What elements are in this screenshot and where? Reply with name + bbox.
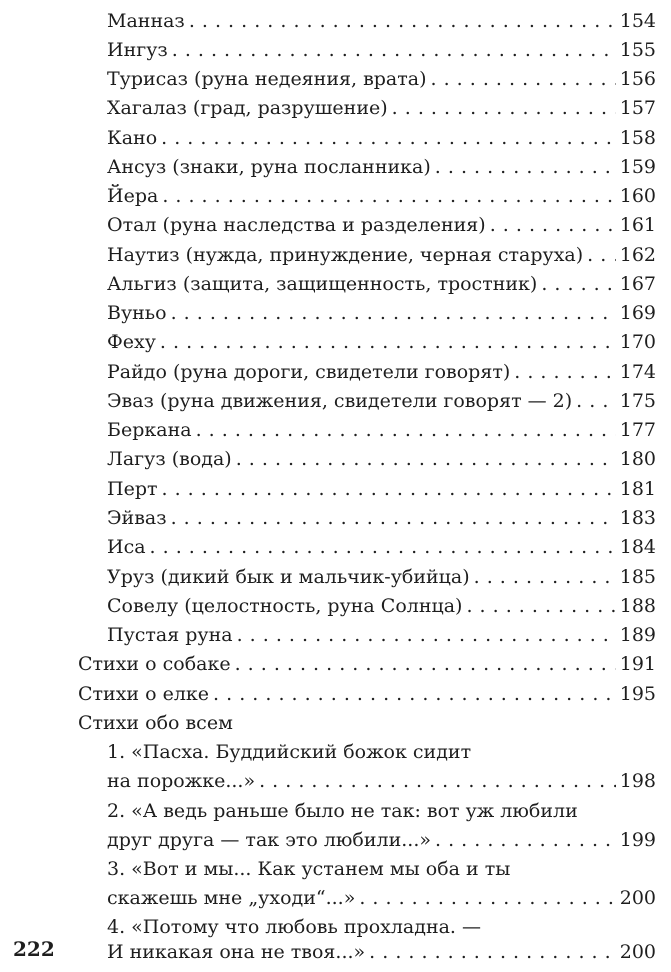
dot-leader [172,36,616,65]
toc-entry-title: Лагуз (вода) [107,448,232,470]
toc-entry-page: 156 [619,68,656,90]
dot-leader [435,153,616,182]
poem-entry-second-line: на порожке...» [107,770,256,792]
toc-entry-page: 169 [619,302,656,324]
dot-leader [514,358,615,387]
dot-leader [189,7,616,36]
toc-entry-title: Райдо (руна дороги, свидетели говорят) [107,361,511,383]
poem-entry-page: 199 [619,829,656,851]
toc-entry-title: Беркана [107,419,192,441]
toc-entry[interactable] [107,621,656,650]
toc-entry-page: 161 [619,214,656,236]
toc-entry-title: Турисаз (руна недеяния, врата) [107,68,427,90]
dot-leader [587,241,616,270]
toc-section[interactable] [78,680,656,709]
toc-entry[interactable] [107,153,656,182]
toc-entry-page: 184 [619,536,656,558]
toc-entry-page: 154 [619,10,656,32]
toc-entry-page: 157 [619,97,656,119]
toc-entry-page: 174 [619,361,656,383]
toc-section-title: Стихи о елке [78,683,210,705]
poem-entry[interactable] [107,938,656,967]
poem-entry-second-line: друг друга — так это любили...» [107,829,432,851]
dot-leader [431,65,616,94]
toc-section-page: 195 [619,683,656,705]
page-number: 222 [13,937,55,961]
toc-entry-page: 177 [619,419,656,441]
dot-leader [392,94,616,123]
toc-entry-page: 181 [619,478,656,500]
toc-section[interactable] [78,650,656,679]
toc-entry-page: 162 [619,244,656,266]
toc-entry-page: 155 [619,39,656,61]
toc-entry[interactable] [107,592,656,621]
dot-leader [213,680,616,709]
toc-section-heading[interactable]: Стихи обо всем [78,712,233,734]
dot-leader [359,884,615,913]
poem-entry-second-line: И никакая она не твоя...» [107,941,366,963]
toc-entry-title: Ингуз [107,39,168,61]
poem-entry-page: 200 [619,887,656,909]
poem-entry[interactable] [107,767,656,796]
dot-leader [161,124,616,153]
dot-leader [150,533,616,562]
dot-leader [466,592,615,621]
toc-entry[interactable] [107,445,656,474]
poem-entry[interactable] [107,826,656,855]
dot-leader [236,445,616,474]
dot-leader [490,211,616,240]
poem-entry-page: 198 [619,770,656,792]
toc-entry-title: Наутиз (нужда, принуждение, черная старуха) [107,244,584,266]
toc-entry-title: Совелу (целостность, руна Солнца) [107,595,463,617]
toc-entry-page: 175 [619,390,656,412]
poem-entry-first-line[interactable]: 2. «А ведь раньше было не так: вот уж любили [107,800,578,822]
toc-entry-title: Перт [107,478,158,500]
dot-leader [576,387,616,416]
toc-entry[interactable] [107,270,656,299]
toc-entry[interactable] [107,533,656,562]
toc-entry-title: Эваз (руна движения, свидетели говорят — 2) [107,390,573,412]
dot-leader [162,475,616,504]
dot-leader [171,504,616,533]
dot-leader [259,767,616,796]
toc-entry-title: Иса [107,536,146,558]
poem-entry-page: 200 [619,941,656,963]
toc-entry-title: Хагалаз (град, разрушение) [107,97,388,119]
toc-entry[interactable] [107,182,656,211]
toc-entry-title: Йера [107,185,159,207]
toc-entry[interactable] [107,211,656,240]
toc-entry-title: Манназ [107,10,185,32]
dot-leader [435,826,616,855]
toc-entry-page: 185 [619,566,656,588]
toc-entry[interactable] [107,7,656,36]
dot-leader [196,416,616,445]
toc-entry[interactable] [107,358,656,387]
toc-entry-title: Отал (руна наследства и разделения) [107,214,486,236]
toc-entry-page: 158 [619,127,656,149]
toc-entry-title: Кано [107,127,158,149]
toc-entry-page: 170 [619,331,656,353]
toc-entry-page: 183 [619,507,656,529]
dot-leader [160,328,616,357]
toc-entry-title: Альгиз (защита, защищенность, тростник) [107,273,538,295]
toc-entry-page: 180 [619,448,656,470]
toc-entry[interactable] [107,563,656,592]
toc-entry[interactable] [107,387,656,416]
toc-entry[interactable] [107,94,656,123]
toc-entry[interactable] [107,504,656,533]
toc-entry[interactable] [107,241,656,270]
toc-entry-title: Вуньо [107,302,167,324]
poem-entry-second-line: скажешь мне „уходи“...» [107,887,356,909]
dot-leader [369,938,616,967]
toc-entry[interactable] [107,328,656,357]
toc-entry-page: 189 [619,624,656,646]
poem-entry-first-line[interactable]: 1. «Пасха. Буддийский божок сидит [107,741,472,763]
toc-entry-title: Феху [107,331,156,353]
toc-entry[interactable] [107,475,656,504]
toc-entry-page: 188 [619,595,656,617]
poem-entry[interactable] [107,884,656,913]
toc-section-page: 191 [619,653,656,675]
toc-entry-title: Ансуз (знаки, руна посланника) [107,156,431,178]
dot-leader [235,650,616,679]
poem-entry-first-line[interactable]: 3. «Вот и мы... Как устанем мы оба и ты [107,858,511,880]
toc-entry[interactable] [107,299,656,328]
toc-section-title: Стихи о собаке [78,653,231,675]
dot-leader [474,563,616,592]
dot-leader [171,299,616,328]
dot-leader [162,182,615,211]
toc-entry[interactable] [107,124,656,153]
toc-entry[interactable] [107,65,656,94]
dot-leader [237,621,616,650]
toc-entry-title: Пустая руна [107,624,233,646]
toc-entry[interactable] [107,416,656,445]
toc-entry[interactable] [107,36,656,65]
toc-entry-title: Уруз (дикий бык и мальчик-убийца) [107,566,470,588]
toc-entry-page: 159 [619,156,656,178]
poem-entry-first-line[interactable]: 4. «Потому что любовь прохладна. — [107,916,482,938]
toc-entry-page: 167 [619,273,656,295]
toc-entry-title: Эйваз [107,507,167,529]
toc-entry-page: 160 [619,185,656,207]
dot-leader [541,270,615,299]
